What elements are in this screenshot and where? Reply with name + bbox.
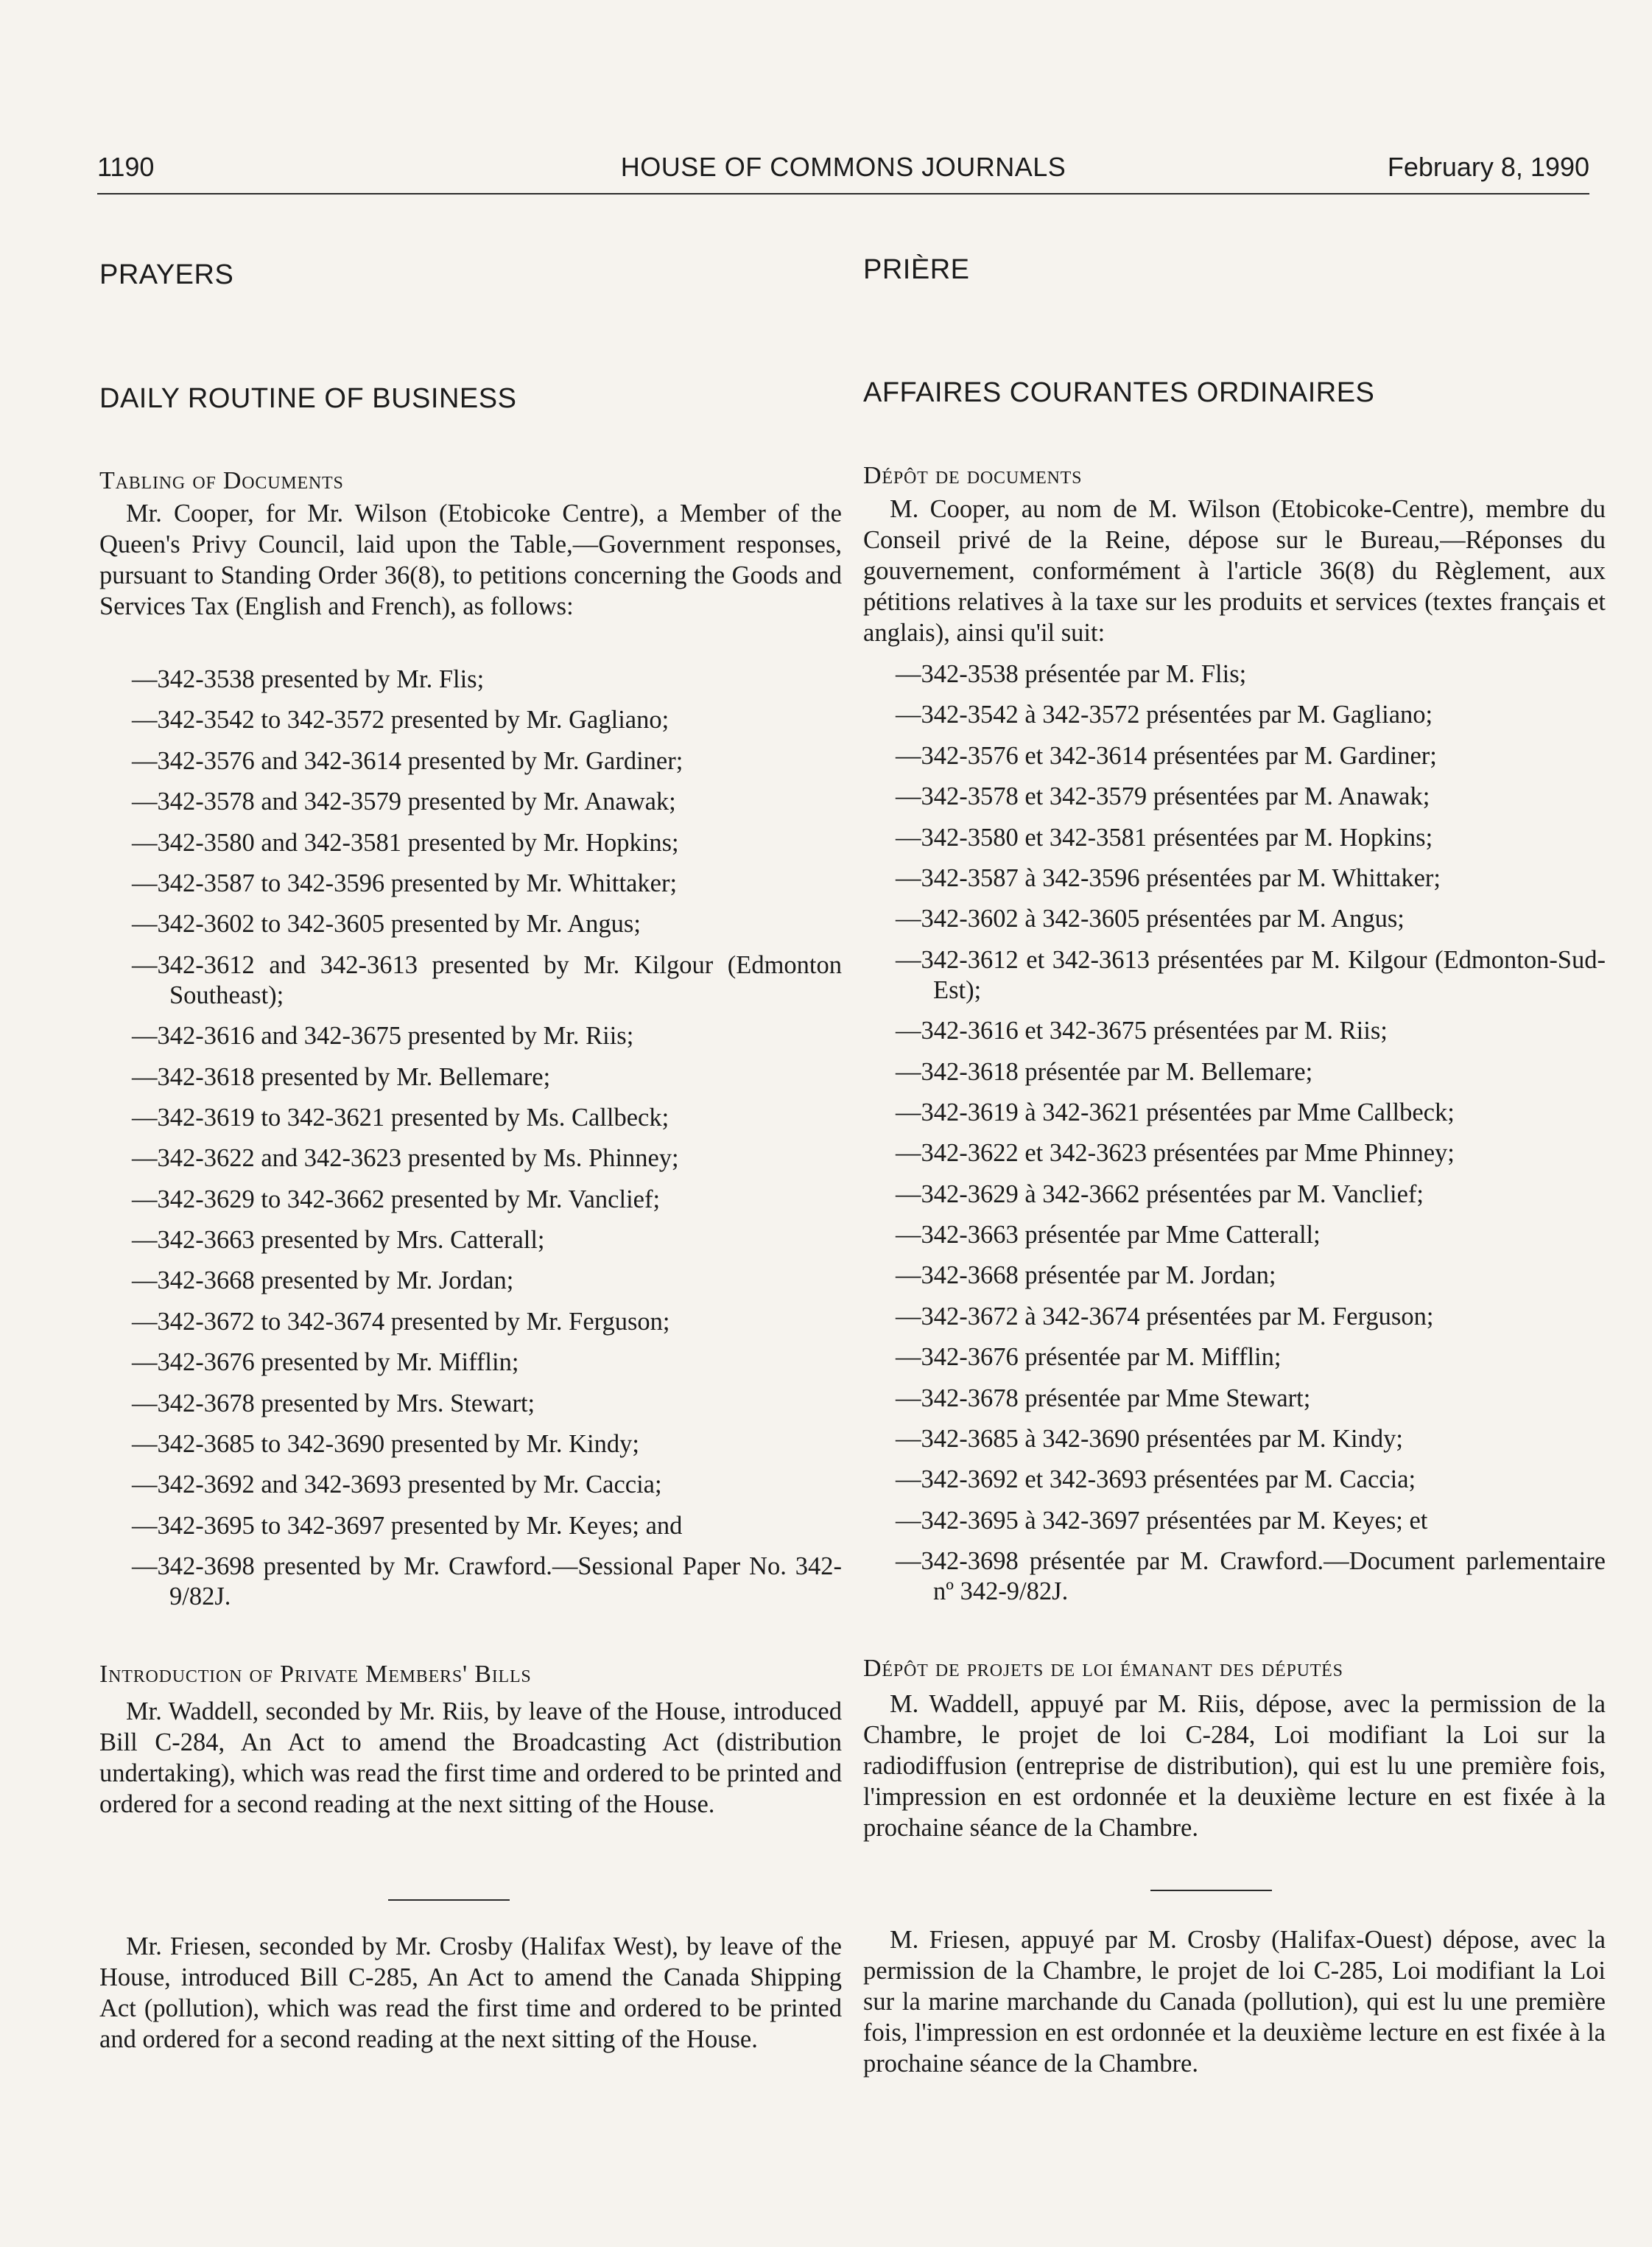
petition-item: —342-3692 et 342-3693 présentées par M. Caccia; [896, 1465, 1416, 1494]
petition-item: —342-3619 à 342-3621 présentées par Mme Callbeck; [896, 1098, 1455, 1126]
petition-item: —342-3698 presented by Mr. Crawford.—Sessional Paper No. 342-9/82J. [132, 1552, 842, 1611]
petition-item: —342-3678 presented by Mrs. Stewart; [132, 1389, 535, 1417]
petition-item: —342-3676 présentée par M. Mifflin; [896, 1343, 1282, 1372]
petition-item: —342-3668 presented by Mr. Jordan; [132, 1266, 514, 1295]
petition-item: —342-3542 à 342-3572 présentées par M. Gagliano; [896, 701, 1433, 729]
petition-item: —342-3622 et 342-3623 présentées par Mme Phinney; [896, 1139, 1455, 1168]
petition-item: —342-3542 to 342-3572 presented by Mr. Gagliano; [132, 706, 669, 735]
petition-item: —342-3698 présentée par M. Crawford.—Document parlementaire nº 342-9/82J. [896, 1547, 1606, 1606]
petition-item: —342-3602 to 342-3605 presented by Mr. Angus; [132, 910, 641, 939]
prayers-heading: PRAYERS [99, 259, 234, 290]
petition-item: —342-3578 et 342-3579 présentées par M. Anawak; [896, 782, 1430, 811]
petition-item: —342-3576 and 342-3614 presented by Mr. Gardiner; [132, 746, 683, 775]
section-divider [388, 1899, 510, 1901]
petition-item: —342-3580 and 342-3581 presented by Mr. Hopkins; [132, 828, 679, 857]
petition-item: —342-3629 à 342-3662 présentées par M. Vanclief; [896, 1179, 1424, 1208]
page-header [97, 147, 1589, 194]
petition-item: —342-3622 and 342-3623 presented by Ms. Phinney; [132, 1144, 679, 1173]
petition-item: —342-3695 to 342-3697 presented by Mr. Keyes; and [132, 1511, 683, 1540]
petition-item: —342-3538 présentée par M. Flis; [896, 660, 1247, 688]
petition-item: —342-3612 et 342-3613 présentées par M. Kilgour (Edmonton-Sud-Est); [896, 945, 1606, 1004]
petition-item: —342-3668 présentée par M. Jordan; [896, 1261, 1276, 1290]
bill-c284-paragraph: Mr. Waddell, seconded by Mr. Riis, by leave of the House, introduced Bill C-284, An Act to amend the Broadcasting Act (distribution undertaking), which was read the first time and ordered to be printed and ordered for a second reading at the next sitting of the House. [99, 1697, 842, 1818]
petition-item: —342-3676 presented by Mr. Mifflin; [132, 1348, 519, 1377]
petition-item: —342-3602 à 342-3605 présentées par M. Angus; [896, 905, 1405, 933]
petition-item: —342-3618 presented by Mr. Bellemare; [132, 1062, 551, 1091]
petition-item: —342-3580 et 342-3581 présentées par M. Hopkins; [896, 823, 1433, 852]
petition-item: —342-3576 et 342-3614 présentées par M. Gardiner; [896, 741, 1437, 770]
section-divider-fr [1150, 1890, 1272, 1891]
petition-item: —342-3629 to 342-3662 presented by Mr. Vanclief; [132, 1185, 661, 1213]
daily-routine-heading-fr: AFFAIRES COURANTES ORDINAIRES [863, 377, 1375, 408]
petition-item: —342-3587 to 342-3596 presented by Mr. Whittaker; [132, 869, 678, 897]
petition-item: —342-3538 presented by Mr. Flis; [132, 665, 485, 693]
prayers-heading-fr: PRIÈRE [863, 254, 970, 285]
petition-item: —342-3619 to 342-3621 presented by Ms. Callbeck; [132, 1103, 669, 1132]
petition-item: —342-3672 to 342-3674 presented by Mr. Ferguson; [132, 1307, 670, 1336]
bill-c285-paragraph-fr: M. Friesen, appuyé par M. Crosby (Halifax-Ouest) dépose, avec la permission de la Chambre, le projet de loi C-285, Loi modifiant la Loi sur la marine marchande du Canada (pollution), qui est lu une première fois, l'impression en est ordonnée et la deuxième lecture en est fixée à la prochaine séance de la Chambre. [863, 1926, 1606, 2078]
petition-item: —342-3695 à 342-3697 présentées par M. Keyes; et [896, 1506, 1428, 1535]
journal-title: HOUSE OF COMMONS JOURNALS [620, 152, 1066, 182]
petition-list-fr [863, 659, 1606, 1618]
bill-c284-paragraph-fr: M. Waddell, appuyé par M. Riis, dépose, avec la permission de la Chambre, le projet de loi C-284, Loi modifiant la Loi sur la radiodiffusion (entreprise de distribution), qui est lu une première fois, l'impression en est ordonnée et la deuxième lecture en est fixée à la prochaine séance de la Chambre. [863, 1690, 1606, 1842]
bills-heading-fr: Dépôt de projets de loi émanant des députés [863, 1655, 1343, 1682]
petition-item: —342-3587 à 342-3596 présentées par M. Whittaker; [896, 863, 1441, 892]
page-number: 1190 [97, 152, 155, 182]
petition-item: —342-3672 à 342-3674 présentées par M. Ferguson; [896, 1302, 1434, 1331]
bills-heading: Introduction of Private Members' Bills [99, 1661, 532, 1688]
tabling-heading: Tabling of Documents [99, 467, 344, 494]
page-date: February 8, 1990 [1387, 152, 1589, 182]
petition-list [99, 665, 842, 1623]
petition-item: —342-3685 à 342-3690 présentées par M. Kindy; [896, 1425, 1403, 1454]
tabling-heading-fr: Dépôt de documents [863, 462, 1083, 489]
daily-routine-heading: DAILY ROUTINE OF BUSINESS [99, 383, 517, 414]
petition-item: —342-3618 présentée par M. Bellemare; [896, 1057, 1313, 1086]
petition-item: —342-3685 to 342-3690 presented by Mr. Kindy; [132, 1430, 639, 1459]
tabling-intro: Mr. Cooper, for Mr. Wilson (Etobicoke Centre), a Member of the Queen's Privy Council, laid upon the Table,—Government responses, pursuant to Standing Order 36(8), to petitions concerning the Goods and Services Tax (English and French), as follows: [99, 499, 842, 620]
petition-item: —342-3678 présentée par Mme Stewart; [896, 1384, 1311, 1412]
petition-item: —342-3663 presented by Mrs. Catterall; [132, 1226, 545, 1255]
petition-item: —342-3692 and 342-3693 presented by Mr. Caccia; [132, 1470, 662, 1499]
bill-c285-paragraph: Mr. Friesen, seconded by Mr. Crosby (Halifax West), by leave of the House, introduced Bill C-285, An Act to amend the Canada Shipping Act (pollution), which was read the first time and ordered to be printed and ordered for a second reading at the next sitting of the House. [99, 1932, 842, 2053]
petition-item: —342-3612 and 342-3613 presented by Mr. Kilgour (Edmonton Southeast); [132, 950, 842, 1009]
tabling-intro-fr: M. Cooper, au nom de M. Wilson (Etobicoke-Centre), membre du Conseil privé de la Reine, dépose sur le Bureau,—Réponses du gouvernement, conformément à l'article 36(8) du Règlement, aux pétitions relatives à la taxe sur les produits et services (textes français et anglais), ainsi qu'il suit: [863, 495, 1606, 647]
petition-item: —342-3616 et 342-3675 présentées par M. Riis; [896, 1017, 1388, 1045]
petition-item: —342-3663 présentée par Mme Catterall; [896, 1221, 1321, 1249]
petition-item: —342-3578 and 342-3579 presented by Mr. Anawak; [132, 788, 676, 816]
petition-item: —342-3616 and 342-3675 presented by Mr. Riis; [132, 1022, 634, 1051]
